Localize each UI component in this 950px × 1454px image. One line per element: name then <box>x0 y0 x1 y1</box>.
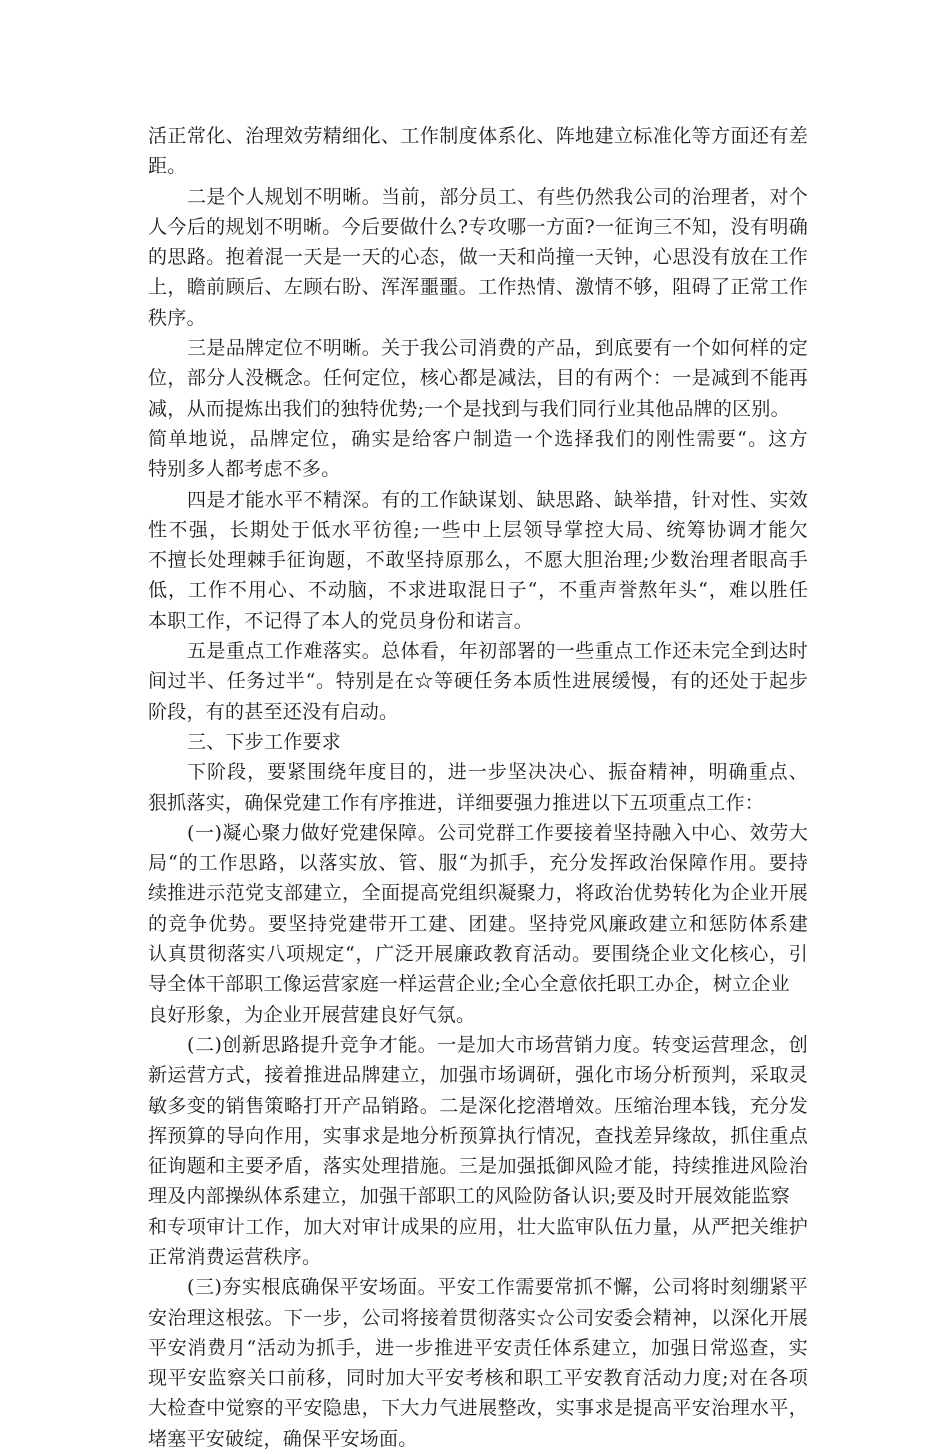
text-line: 四是才能水平不精深。有的工作缺谋划、缺思路、缺举措，针对性、实效 <box>187 488 808 511</box>
text-line: 理及内部操纵体系建立，加强干部职工的风险防备认识;要及时开展效能监察 <box>148 1185 790 1208</box>
text-line: 狠抓落实，确保党建工作有序推进，详细要强力推进以下五项重点工作： <box>148 791 765 814</box>
text-line: 特别多人都考虑不多。 <box>148 458 341 481</box>
text-line: 新运营方式，接着推进品牌建立，加强市场调研，强化市场分析预判，采取灵 <box>148 1064 808 1087</box>
text-line: (一)凝心聚力做好党建保障。公司党群工作要接着坚持融入中心、效劳大 <box>187 821 808 844</box>
text-line: 人今后的规划不明晰。今后要做什么?专攻哪一方面?一征询三不知，没有明确 <box>148 215 808 238</box>
paragraph <box>148 333 808 484</box>
text-line: 简单地说，品牌定位，确实是给客户制造一个选择我们的刚性需要“。这方 <box>148 427 808 450</box>
text-line: 认真贯彻落实八项规定“，广泛开展廉政教育活动。要围绕企业文化核心，引 <box>148 943 808 966</box>
text-line: 堵塞平安破绽，确保平安场面。 <box>148 1427 418 1450</box>
text-line: 的思路。抱着混一天是一天的心态，做一天和尚撞一天钟，心思没有放在工作 <box>148 246 808 269</box>
paragraph <box>148 485 808 636</box>
text-line: 上，瞻前顾后、左顾右盼、浑浑噩噩。工作热情、激情不够，阻碍了正常工作 <box>148 276 808 299</box>
text-line: 续推进示范党支部建立，全面提高党组织凝聚力，将政治优势转化为企业开展 <box>148 882 808 905</box>
text-line: 不擅长处理棘手征询题，不敢坚持原那么，不愿大胆治理;少数治理者眼高手 <box>148 549 808 572</box>
text-line: 本职工作，不记得了本人的党员身份和诺言。 <box>148 609 534 632</box>
paragraph <box>148 1272 808 1454</box>
text-line: 敏多变的销售策略打开产品销路。二是深化挖潜增效。压缩治理本钱，充分发 <box>148 1094 808 1117</box>
text-line: 间过半、任务过半“。特别是在☆等硬任务本质性进展缓慢，有的还处于起步 <box>148 670 808 693</box>
text-line: 减，从而提炼出我们的独特优势;一个是找到与我们同行业其他品牌的区别。 <box>148 397 790 420</box>
text-line: 现平安监察关口前移，同时加大平安考核和职工平安教育活动力度;对在各项 <box>148 1367 808 1390</box>
heading-text: 三、下步工作要求 <box>187 730 342 753</box>
paragraph <box>148 636 808 727</box>
text-line: (三)夯实根底确保平安场面。平安工作需要常抓不懈，公司将时刻绷紧平 <box>187 1276 808 1299</box>
text-line: 五是重点工作难落实。总体看，年初部署的一些重点工作还未完全到达时 <box>187 640 808 663</box>
text-line: 导全体干部职工像运营家庭一样运营企业;全心全意依托职工办企，树立企业 <box>148 973 790 996</box>
text-line: 良好形象，为企业开展营建良好气氛。 <box>148 1003 476 1026</box>
paragraph <box>148 757 808 818</box>
text-line: 和专项审计工作，加大对审计成果的应用，壮大监审队伍力量，从严把关维护 <box>148 1215 808 1238</box>
text-line: 平安消费月“活动为抓手，进一步推进平安责任体系建立，加强日常巡查，实 <box>148 1336 808 1359</box>
text-line: 安治理这根弦。下一步，公司将接着贯彻落实☆公司安委会精神，以深化开展 <box>148 1306 808 1329</box>
paragraph <box>148 182 808 333</box>
text-line: 活正常化、治理效劳精细化、工作制度体系化、阵地建立标准化等方面还有差 <box>148 125 808 147</box>
text-line: 三是品牌定位不明晰。关于我公司消费的产品，到底要有一个如何样的定 <box>187 337 808 360</box>
text-line: 的竞争优势。要坚持党建带开工建、团建。坚持党风廉政建立和惩防体系建 <box>148 912 808 935</box>
text-line: 二是个人规划不明晰。当前，部分员工、有些仍然我公司的治理者，对个 <box>187 185 808 208</box>
text-line: 秩序。 <box>148 306 206 329</box>
text-line: 阶段，有的甚至还没有启动。 <box>148 700 399 723</box>
paragraph <box>148 1030 808 1272</box>
text-line: 性不强，长期处于低水平彷徨;一些中上层领导掌控大局、统筹协调才能欠 <box>148 518 808 541</box>
text-line: 低，工作不用心、不动脑，不求进取混日子“，不重声誉熬年头“，难以胜任 <box>148 579 808 602</box>
text-line: 挥预算的导向作用，实事求是地分析预算执行情况，查找差异缘故，抓住重点 <box>148 1124 808 1147</box>
paragraph <box>148 818 808 1030</box>
section-heading <box>148 727 808 757</box>
text-line: (二)创新思路提升竞争才能。一是加大市场营销力度。转变运营理念，创 <box>187 1033 808 1056</box>
text-line: 征询题和主要矛盾，落实处理措施。三是加强抵御风险才能，持续推进风险治 <box>148 1155 808 1178</box>
text-line: 正常消费运营秩序。 <box>148 1245 322 1268</box>
text-line: 位，部分人没概念。任何定位，核心都是减法，目的有两个：一是减到不能再 <box>148 367 808 390</box>
document-body <box>148 121 808 1454</box>
text-line: 局“的工作思路，以落实放、管、服“为抓手，充分发挥政治保障作用。要持 <box>148 852 808 875</box>
text-line: 大检查中觉察的平安隐患，下大力气进展整改，实事求是提高平安治理水平， <box>148 1397 808 1420</box>
paragraph <box>148 121 808 182</box>
text-line: 下阶段，要紧围绕年度目的，进一步坚决决心、振奋精神，明确重点、 <box>187 761 808 784</box>
text-line: 距。 <box>148 155 187 178</box>
